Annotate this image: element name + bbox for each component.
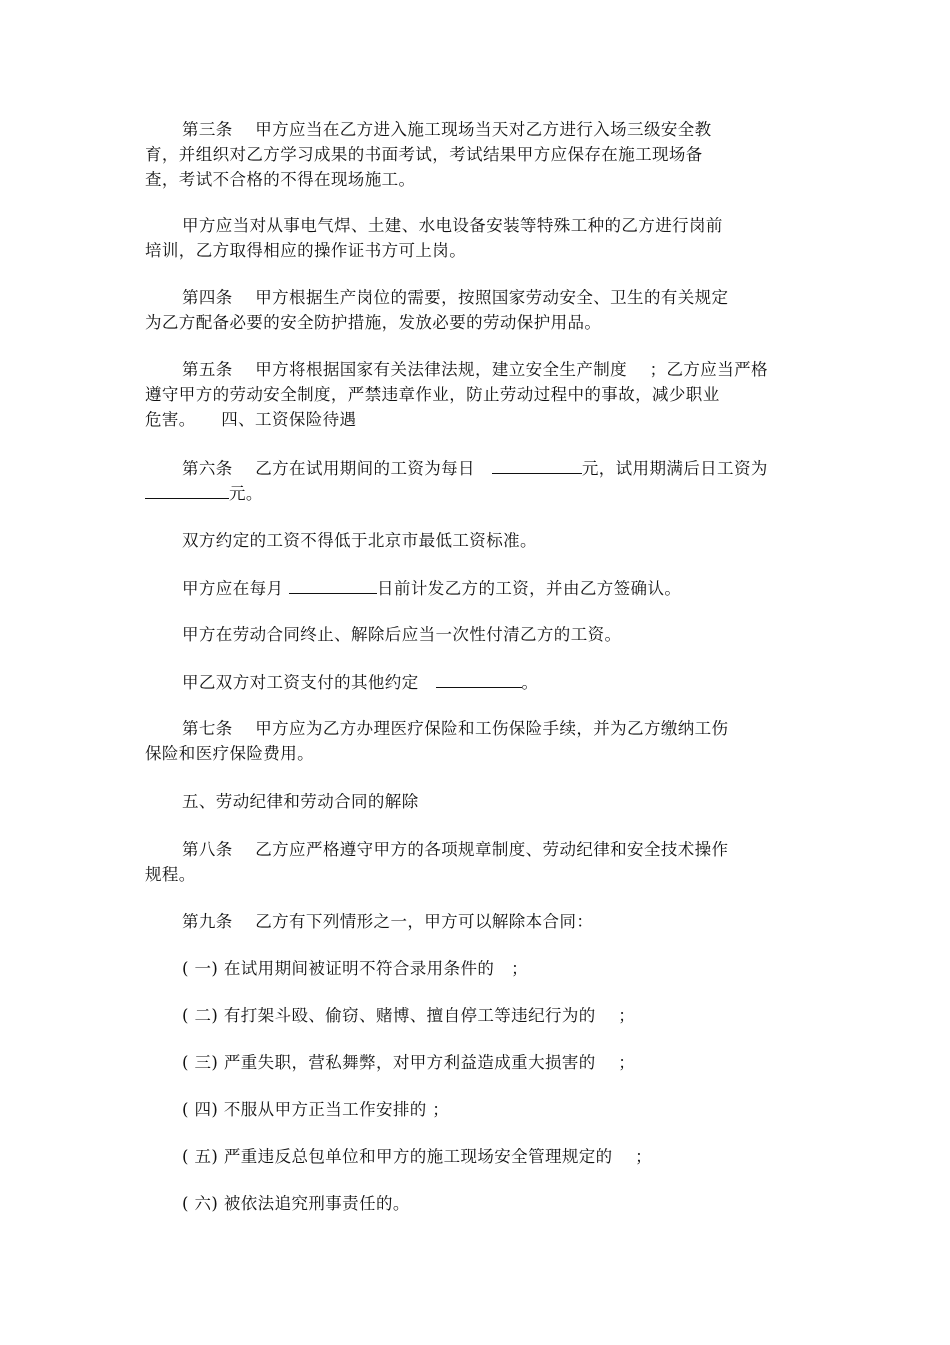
article-5-line-1: 第五条 甲方将根据国家有关法律法规，建立安全生产制度 ；乙方应当严格 (182, 360, 768, 379)
termination-item-1: ( 一) 在试用期间被证明不符合录用条件的 ； (182, 959, 529, 978)
article-6-line-1 (182, 456, 768, 481)
special-trades-line-2: 培训，乙方取得相应的操作证书方可上岗。 (145, 241, 467, 260)
termination-item-4: ( 四) 不服从甲方正当工作安排的 ； (182, 1100, 450, 1119)
termination-item-5: ( 五) 严重违反总包单位和甲方的施工现场安全管理规定的 ； (182, 1147, 653, 1166)
article-6-text-c: 元。 (229, 484, 263, 503)
final-settlement-clause: 甲方在劳动合同终止、解除后应当一次性付清乙方的工资。 (182, 625, 622, 644)
payday-text-a: 甲方应在每月 (182, 579, 290, 598)
payday-clause (182, 576, 681, 601)
article-5-line-2: 遵守甲方的劳动安全制度，严禁违章作业，防止劳动过程中的事故，减少职业 (145, 385, 720, 404)
payday-text-b: 日前计发乙方的工资，并由乙方签确认。 (377, 579, 682, 598)
article-6-text-a: 第六条 乙方在试用期间的工资为每日 (182, 459, 492, 478)
section-5-heading: 五、劳动纪律和劳动合同的解除 (182, 792, 419, 811)
article-3-line-2: 育，并组织对乙方学习成果的书面考试，考试结果甲方应保存在施工现场备 (145, 145, 703, 164)
termination-item-6: ( 六) 被依法追究刑事责任的。 (182, 1194, 410, 1213)
other-terms-text-b: 。 (521, 673, 539, 692)
article-6-text-b: 元，试用期满后日工资为 (581, 459, 768, 478)
daily-wage-trial-blank[interactable] (492, 456, 582, 474)
article-3-line-3: 查，考试不合格的不得在现场施工。 (145, 170, 416, 189)
minimum-wage-clause: 双方约定的工资不得低于北京市最低工资标准。 (182, 531, 537, 550)
payday-date-blank[interactable] (289, 576, 377, 594)
other-terms-text-a: 甲乙双方对工资支付的其他约定 (182, 673, 436, 692)
article-5-line-3: 危害。 四、工资保险待遇 (145, 410, 357, 429)
article-6-line-2 (145, 481, 263, 506)
article-3-line-1: 第三条 甲方应当在乙方进入施工现场当天对乙方进行入场三级安全教 (182, 120, 712, 139)
article-4-line-1: 第四条 甲方根据生产岗位的需要，按照国家劳动安全、卫生的有关规定 (182, 288, 729, 307)
other-wage-terms-clause (182, 670, 538, 695)
article-4-line-2: 为乙方配备必要的安全防护措施，发放必要的劳动保护用品。 (145, 313, 602, 332)
other-terms-blank[interactable] (436, 670, 522, 688)
termination-item-3: ( 三) 严重失职，营私舞弊，对甲方利益造成重大损害的 ； (182, 1053, 636, 1072)
daily-wage-after-trial-blank[interactable] (145, 481, 229, 499)
article-7-line-2: 保险和医疗保险费用。 (145, 744, 314, 763)
article-9: 第九条 乙方有下列情形之一，甲方可以解除本合同： (182, 912, 594, 931)
termination-item-2: ( 二) 有打架斗殴、偷窃、赌博、擅自停工等违纪行为的 ； (182, 1006, 636, 1025)
article-8-line-2: 规程。 (145, 865, 196, 884)
special-trades-line-1: 甲方应当对从事电气焊、土建、水电设备安装等特殊工种的乙方进行岗前 (182, 216, 723, 235)
article-7-line-1: 第七条 甲方应为乙方办理医疗保险和工伤保险手续，并为乙方缴纳工伤 (182, 719, 729, 738)
article-8-line-1: 第八条 乙方应严格遵守甲方的各项规章制度、劳动纪律和安全技术操作 (182, 840, 729, 859)
